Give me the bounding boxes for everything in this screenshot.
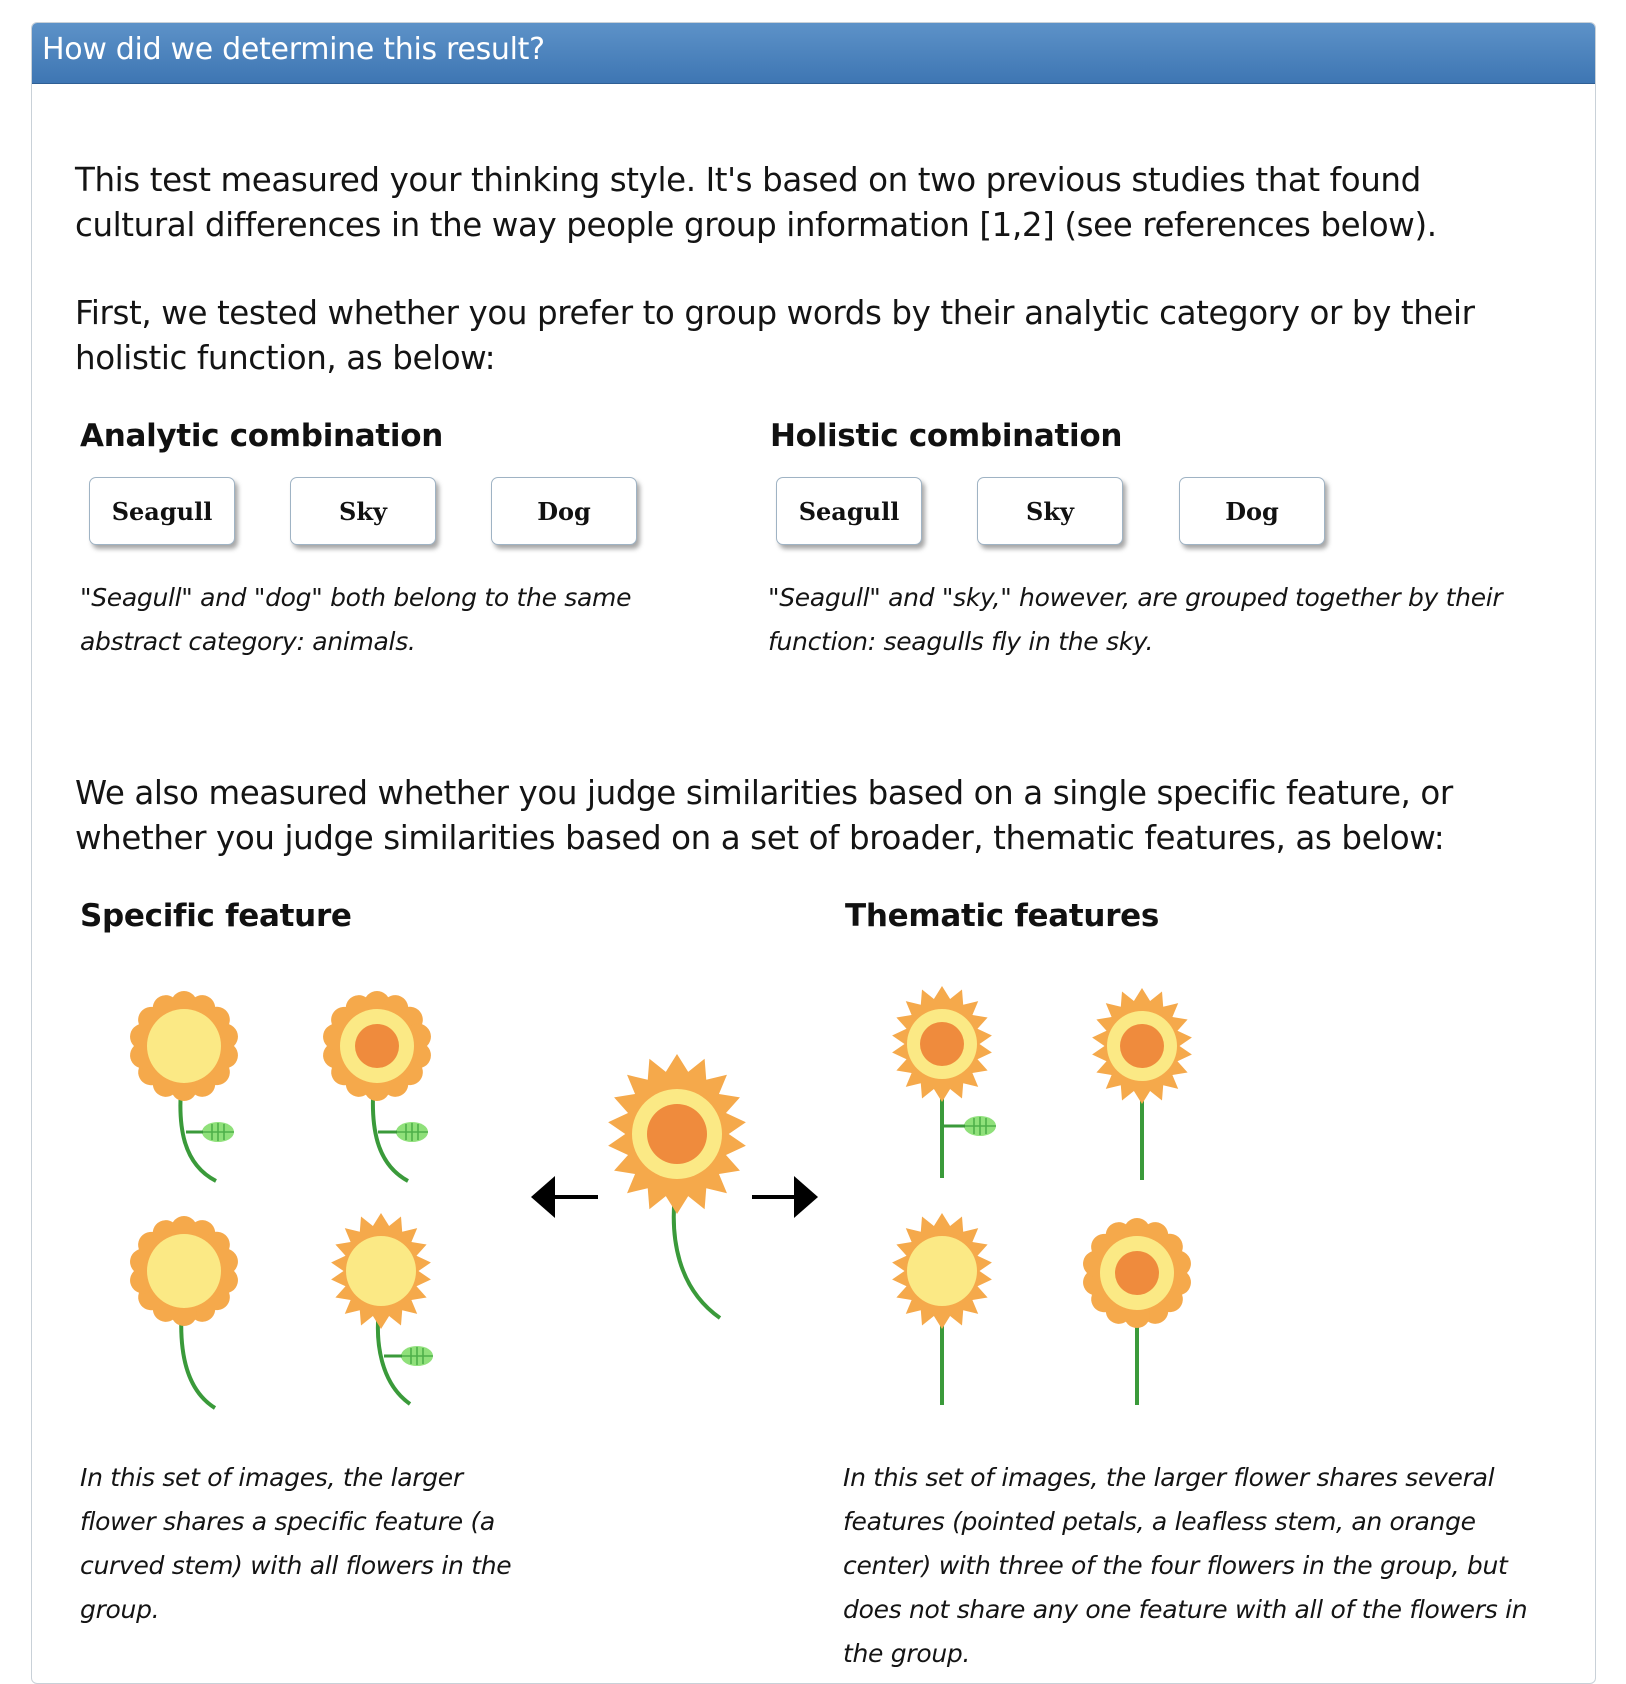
panel-title: How did we determine this result? xyxy=(42,32,545,67)
analytic-caption: "Seagull" and "dog" both belong to the same abstract category: animals. xyxy=(80,583,632,656)
analytic-word-seagull: Seagull xyxy=(89,477,235,545)
specific-flower-4 xyxy=(331,1213,433,1404)
left-arrow-icon xyxy=(531,1176,598,1218)
thematic-heading: Thematic features xyxy=(845,898,1160,934)
holistic-word-seagull: Seagull xyxy=(776,477,922,545)
analytic-word-dog: Dog xyxy=(491,477,637,545)
specific-caption: In this set of images, the larger flower shares a specific feature (a curved stem) with all flowers in the group. xyxy=(80,1463,512,1624)
holistic-word-dog: Dog xyxy=(1179,477,1325,545)
specific-heading: Specific feature xyxy=(80,898,352,934)
specific-flower-3 xyxy=(127,1216,240,1408)
similarity-paragraph: We also measured whether you judge similarities based on a single specific feature, or whether you judge similarities based on a set of broader, thematic features, as below: xyxy=(75,774,1453,857)
thematic-flower-3 xyxy=(892,1213,992,1405)
analytic-holistic-paragraph: First, we tested whether you prefer to group words by their analytic category or by their holistic function, as below: xyxy=(75,294,1475,377)
holistic-caption: "Seagull" and "sky," however, are grouped together by their function: seagulls fly in the sky. xyxy=(768,583,1503,656)
thematic-flower-2 xyxy=(1092,988,1192,1180)
specific-flower-2 xyxy=(320,991,433,1181)
specific-flower-1 xyxy=(127,991,240,1181)
intro-paragraph: This test measured your thinking style. It's based on two previous studies that found cultural differences in the way people group information [1,2] (see references below). xyxy=(75,161,1437,244)
holistic-word-sky: Sky xyxy=(977,477,1123,545)
holistic-heading: Holistic combination xyxy=(770,418,1123,454)
analytic-heading: Analytic combination xyxy=(80,418,444,454)
thematic-caption: In this set of images, the larger flower shares several features (pointed petals, a leafless stem, an orange center) with three of the four flowers in the group, but does not share any one feature with all of the flowers in the group. xyxy=(843,1463,1528,1668)
right-arrow-icon xyxy=(752,1176,818,1218)
thematic-flower-4 xyxy=(1080,1218,1193,1405)
thematic-flower-1 xyxy=(892,986,996,1178)
center-flower xyxy=(608,1054,746,1318)
analytic-word-sky: Sky xyxy=(290,477,436,545)
